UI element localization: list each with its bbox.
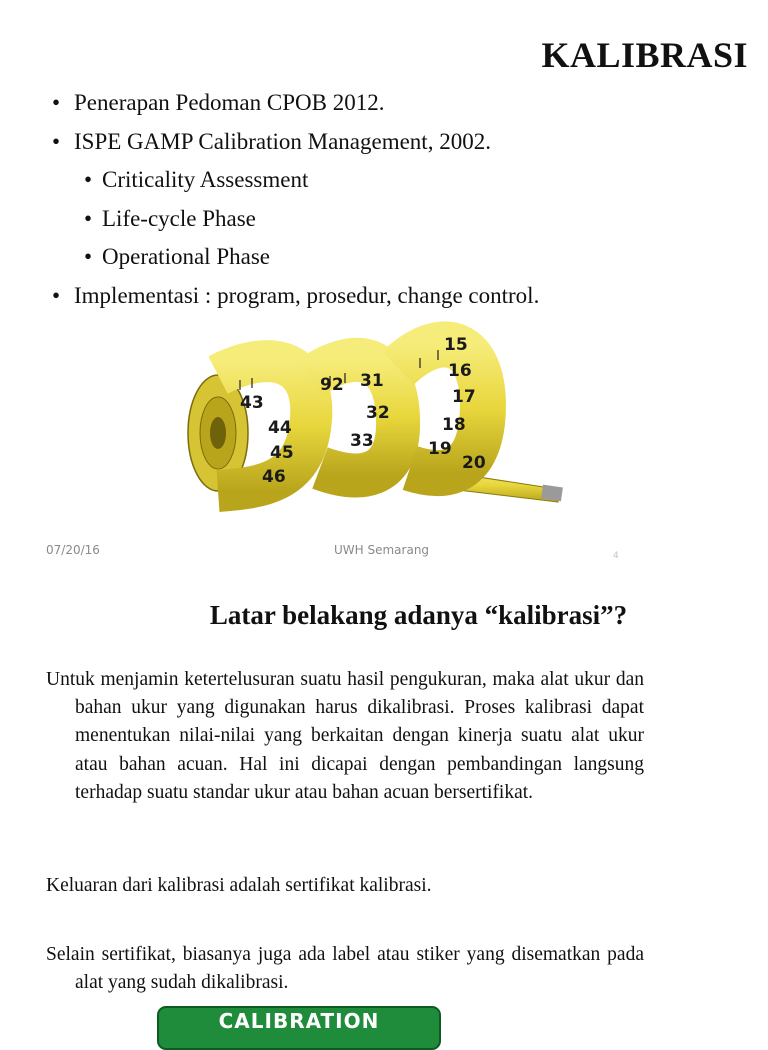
paragraph: Untuk menjamin ketertelusuran suatu hasil pengukuran, maka alat ukur dan bahan ukur yang digunakan harus dikalibrasi. Proses kalibrasi dapat menentukan nilai-nilai yang berkaitan dengan kinerja suatu alat ukur atau bahan acuan. Hal ini dicapai dengan pembandingan langsung terhadap suatu standar ukur atau bahan acuan bersertifikat.	[46, 669, 644, 803]
bullet-list	[52, 84, 539, 315]
tape-number: 18	[442, 415, 466, 435]
tape-number: 17	[452, 387, 476, 407]
measuring-tape-image	[170, 318, 580, 518]
tape-number: 19	[428, 439, 452, 459]
tape-number: 46	[262, 467, 286, 487]
tape-number: 33	[350, 431, 374, 451]
bullet-item: • ISPE GAMP Calibration Management, 2002.	[52, 128, 491, 154]
sub-bullet-item: • Life-cycle Phase	[84, 205, 256, 231]
tape-number: 31	[360, 371, 384, 391]
bullet-text: Penerapan Pedoman CPOB 2012.	[74, 90, 385, 115]
bullet-item: • Implementasi : program, prosedur, change control.	[52, 282, 540, 308]
bullet-text: Operational Phase	[102, 244, 270, 269]
tape-number: 45	[270, 443, 294, 463]
tape-number: 15	[444, 335, 468, 355]
bullet-text: Life-cycle Phase	[102, 205, 256, 231]
tape-number: 44	[268, 418, 292, 438]
footer-place: UWH Semarang	[334, 543, 430, 557]
bullet-text: ISPE GAMP Calibration Management, 2002.	[74, 128, 491, 154]
tape-number: 16	[448, 361, 472, 381]
bullet-item: • Penerapan Pedoman CPOB 2012.	[52, 90, 385, 115]
tape-number: 32	[366, 403, 390, 423]
calibration-label-image: CALIBRATION	[157, 1006, 441, 1050]
slide-title: Latar belakang adanya “kalibrasi”?	[209, 600, 628, 630]
footer-date: 07/20/16	[46, 543, 100, 557]
tape-number: 92	[320, 375, 344, 395]
paragraph: Selain sertifikat, biasanya juga ada label atau stiker yang disematkan pada alat yang sudah dikalibrasi.	[46, 944, 644, 994]
tape-number: 20	[462, 453, 486, 473]
footer-page-number: 4	[613, 551, 619, 561]
sub-bullet-item: • Operational Phase	[84, 244, 270, 269]
slide-latar-belakang	[0, 572, 768, 1033]
bullet-text: Criticality Assessment	[102, 167, 309, 192]
slide-title: KALIBRASI	[541, 35, 748, 75]
bullet-text: Implementasi : program, prosedur, change control.	[74, 282, 540, 308]
paragraph: Keluaran dari kalibrasi adalah sertifikat kalibrasi.	[46, 875, 432, 896]
tape-number: 43	[240, 393, 264, 413]
sub-bullet-item: • Criticality Assessment	[84, 167, 309, 192]
